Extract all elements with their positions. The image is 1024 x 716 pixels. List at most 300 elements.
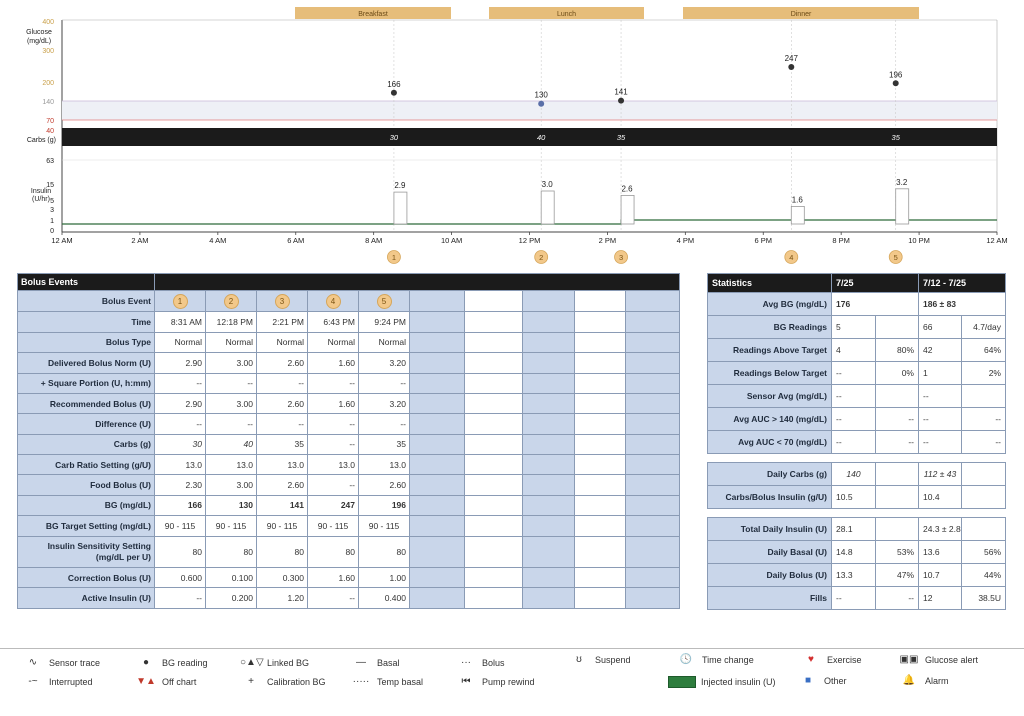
bolus-cell: 80 <box>359 536 410 568</box>
bolus-cell: -- <box>155 373 206 393</box>
stat-value: -- <box>919 431 962 454</box>
bolus-events-table <box>17 273 680 609</box>
stat-value: 14.8 <box>832 541 876 564</box>
empty-cell <box>410 393 465 413</box>
empty-cell <box>575 455 626 475</box>
bolus-cell: 12:18 PM <box>206 312 257 332</box>
empty-cell <box>626 588 680 609</box>
empty-cell <box>465 568 523 588</box>
legend-item <box>240 676 326 687</box>
bolus-cell: 141 <box>257 495 308 515</box>
bolus-cell: -- <box>257 414 308 434</box>
bolus-cell: 2.60 <box>257 475 308 495</box>
linked-bg-icon: ○▲▽ <box>240 657 264 668</box>
bolus-cell: 1.00 <box>359 568 410 588</box>
stat-value: 0% <box>876 362 919 385</box>
stat-value <box>876 463 919 486</box>
x-tick-label: 2 PM <box>598 236 617 245</box>
bolus-row-label: Difference (U) <box>18 414 155 434</box>
stat-label: Readings Above Target <box>708 339 832 362</box>
legend-label: Linked BG <box>267 657 310 668</box>
basal-icon: — <box>356 657 366 668</box>
bolus-cell: 9:24 PM <box>359 312 410 332</box>
bolus-cell: 1.60 <box>308 393 359 413</box>
stat-value <box>876 486 919 509</box>
empty-cell <box>626 414 680 434</box>
bolus-cell: 0.300 <box>257 568 308 588</box>
carb-value: 30 <box>389 133 399 142</box>
legend-item <box>350 676 423 687</box>
bolus-bar <box>541 191 554 224</box>
carb-value: 40 <box>537 133 546 142</box>
empty-cell <box>626 516 680 536</box>
stat-value: 10.5 <box>832 486 876 509</box>
bolus-cell: 13.0 <box>155 455 206 475</box>
stat-value: 4.7/day <box>962 316 1006 339</box>
bolus-cell: 3.20 <box>359 353 410 373</box>
stat-value <box>876 385 919 408</box>
empty-cell <box>575 393 626 413</box>
bolus-cell: 0.600 <box>155 568 206 588</box>
stat-label: Readings Below Target <box>708 362 832 385</box>
bolus-cell: 0.200 <box>206 588 257 609</box>
glucose-tick: 70 <box>46 118 54 125</box>
empty-cell <box>410 495 465 515</box>
bolus-event-marker <box>155 291 206 312</box>
bg-point <box>538 101 544 107</box>
bolus-cell: -- <box>155 588 206 609</box>
bolus-cell: 3.20 <box>359 393 410 413</box>
insulin-axis-label: Insulin <box>30 188 52 195</box>
empty-cell <box>465 536 523 568</box>
legend-label: Calibration BG <box>267 676 326 687</box>
empty-cell <box>575 516 626 536</box>
empty-cell <box>410 588 465 609</box>
bolus-cell: 13.0 <box>308 455 359 475</box>
bolus-cell: Normal <box>359 332 410 352</box>
event-number-icon: 5 <box>377 294 392 309</box>
meal-label: Dinner <box>790 11 812 18</box>
empty-cell <box>410 434 465 454</box>
insulin-tick: 1 <box>50 218 54 225</box>
glucose-tick: 40 <box>46 128 54 135</box>
legend-label: BG reading <box>162 657 208 668</box>
legend-label: Other <box>824 675 847 686</box>
x-tick-label: 10 AM <box>440 236 463 245</box>
x-tick-label: 6 PM <box>754 236 773 245</box>
statistics-title: Statistics <box>708 274 832 293</box>
meal-label: Lunch <box>556 11 577 18</box>
empty-cell <box>465 495 523 515</box>
bg-point <box>788 64 794 70</box>
insulin-tick: 3 <box>50 207 54 214</box>
empty-cell <box>410 516 465 536</box>
bolus-cell: -- <box>206 414 257 434</box>
bolus-cell: -- <box>155 414 206 434</box>
bolus-bar <box>896 189 909 224</box>
bolus-cell: 2:21 PM <box>257 312 308 332</box>
bolus-row-label: Active Insulin (U) <box>18 588 155 609</box>
stat-value: 10.7 <box>919 564 962 587</box>
glucose-axis-label: Glucose <box>26 29 52 36</box>
bg-value-label: 141 <box>614 87 628 97</box>
empty-cell <box>575 568 626 588</box>
bolus-cell: -- <box>308 588 359 609</box>
stat-value: 66 <box>919 316 962 339</box>
suspend-icon: ʊ <box>576 654 582 665</box>
bolus-cell: 90 - 115 <box>257 516 308 536</box>
bg-value-label: 196 <box>889 70 903 80</box>
stat-label: Sensor Avg (mg/dL) <box>708 385 832 408</box>
empty-cell <box>410 414 465 434</box>
stat-value: -- <box>832 385 876 408</box>
carb-value: 35 <box>891 133 900 142</box>
legend-item <box>135 676 196 687</box>
insulin-tick: 5 <box>50 198 54 205</box>
empty-cell <box>465 332 523 352</box>
stat-value: 13.3 <box>832 564 876 587</box>
legend-label: Interrupted <box>49 676 93 687</box>
legend-label: Basal <box>377 657 400 668</box>
bolus-cell: 8:31 AM <box>155 312 206 332</box>
bolus-cell: -- <box>308 434 359 454</box>
x-tick-label: 12 PM <box>518 236 541 245</box>
bolus-value-label: 2.6 <box>621 184 633 194</box>
bolus-event-marker <box>257 291 308 312</box>
stat-label: BG Readings <box>708 316 832 339</box>
bg-value-label: 247 <box>784 53 798 63</box>
stat-value: 10.4 <box>919 486 962 509</box>
bolus-cell: 30 <box>155 434 206 454</box>
x-tick-label: 12 AM <box>986 236 1008 245</box>
clock-icon: 🕓 <box>679 654 693 665</box>
bg-reading-icon: ● <box>142 657 150 668</box>
bg-value-label: 166 <box>387 79 401 89</box>
bolus-cell: 1.60 <box>308 568 359 588</box>
bolus-cell: 2.30 <box>155 475 206 495</box>
stat-value: 56% <box>962 541 1006 564</box>
x-tick-label: 2 AM <box>131 236 149 245</box>
carbs-band <box>62 128 997 146</box>
stat-value: 53% <box>876 541 919 564</box>
stat-value: 42 <box>919 339 962 362</box>
legend-label: Temp basal <box>377 676 424 687</box>
carbs-top-tick: 63 <box>46 158 54 165</box>
legend-item <box>22 676 93 687</box>
empty-cell <box>523 568 575 588</box>
stat-value: 24.3 ± 2.8 <box>919 518 962 541</box>
bolus-cell: Normal <box>308 332 359 352</box>
meal-label: Breakfast <box>358 11 388 18</box>
empty-cell <box>523 516 575 536</box>
legend-label: Injected insulin (U) <box>701 677 776 687</box>
bolus-cell: Normal <box>155 332 206 352</box>
empty-cell <box>410 312 465 332</box>
insulin-axis-unit: (U/hr) <box>32 196 50 203</box>
stat-value: -- <box>876 408 919 431</box>
bolus-cell: -- <box>308 475 359 495</box>
bolus-cell: 35 <box>359 434 410 454</box>
empty-cell <box>626 353 680 373</box>
bolus-cell: 90 - 115 <box>155 516 206 536</box>
stat-value: 140 <box>832 463 876 486</box>
bolus-cell: 130 <box>206 495 257 515</box>
off-chart-icon: ▼▲ <box>136 676 156 687</box>
empty-cell <box>523 312 575 332</box>
label-line: (mg/dL per U) <box>95 551 151 562</box>
bolus-icon: ··· <box>461 657 471 668</box>
bolus-value-label: 3.2 <box>896 177 908 187</box>
bolus-cell: 3.00 <box>206 393 257 413</box>
empty-cell <box>575 588 626 609</box>
stats-col-day: 7/25 <box>832 274 919 293</box>
glucose-tick: 300 <box>42 48 54 55</box>
legend-label: Sensor trace <box>49 657 101 668</box>
empty-cell <box>465 291 523 312</box>
event-number-icon: 2 <box>224 294 239 309</box>
legend-item <box>240 657 309 668</box>
empty-cell <box>626 536 680 568</box>
empty-cell <box>465 455 523 475</box>
empty-cell <box>626 455 680 475</box>
legend-label: Time change <box>702 654 754 665</box>
bolus-bar <box>621 195 634 224</box>
bolus-row-label: Correction Bolus (U) <box>18 568 155 588</box>
bolus-cell: 40 <box>206 434 257 454</box>
bolus-cell: -- <box>359 414 410 434</box>
insulin-tick: 0 <box>50 228 54 235</box>
stat-value: -- <box>876 431 919 454</box>
bolus-cell: 166 <box>155 495 206 515</box>
stat-label: Daily Bolus (U) <box>708 564 832 587</box>
bolus-cell: 80 <box>308 536 359 568</box>
empty-cell <box>626 475 680 495</box>
injected-insulin-icon <box>668 676 696 688</box>
bolus-cell: 90 - 115 <box>308 516 359 536</box>
bolus-cell: 35 <box>257 434 308 454</box>
stat-value <box>962 385 1006 408</box>
bolus-cell: -- <box>308 373 359 393</box>
bg-point <box>391 90 397 96</box>
calibration-icon: + <box>248 676 254 687</box>
event-marker-number: 2 <box>539 253 544 262</box>
bolus-row-label: BG Target Setting (mg/dL) <box>18 516 155 536</box>
daily-chart <box>0 0 1024 268</box>
bolus-row-label: Time <box>18 312 155 332</box>
bolus-cell: 2.60 <box>257 393 308 413</box>
legend-item <box>455 657 505 668</box>
bolus-cell: 1.20 <box>257 588 308 609</box>
bolus-cell: -- <box>206 373 257 393</box>
stat-value: -- <box>832 408 876 431</box>
stat-value <box>876 518 919 541</box>
carbs-axis-label: Carbs (g) <box>26 137 56 144</box>
bolus-value-label: 2.9 <box>394 181 406 191</box>
x-tick-label: 12 AM <box>51 236 73 245</box>
carb-value: 35 <box>616 133 626 142</box>
empty-cell <box>626 495 680 515</box>
empty-cell <box>465 393 523 413</box>
stat-label: Carbs/Bolus Insulin (g/U) <box>708 486 832 509</box>
empty-cell <box>465 414 523 434</box>
bolus-row-label <box>18 536 155 568</box>
bolus-cell: 80 <box>206 536 257 568</box>
bolus-cell: 80 <box>257 536 308 568</box>
stat-value: -- <box>832 587 876 610</box>
stat-value: 112 ± 43 <box>919 463 962 486</box>
stat-value <box>962 463 1006 486</box>
bolus-event-marker <box>206 291 257 312</box>
stat-value: 28.1 <box>832 518 876 541</box>
bolus-cell: Normal <box>206 332 257 352</box>
pump-rewind-icon: ⏮ <box>461 676 471 687</box>
basal-line <box>62 220 997 224</box>
legend-item <box>135 657 208 668</box>
empty-cell <box>523 434 575 454</box>
bg-value-label: 130 <box>534 90 548 100</box>
empty-cell <box>410 568 465 588</box>
empty-cell <box>410 353 465 373</box>
label-line: Insulin Sensitivity Setting <box>47 540 151 551</box>
stat-value: -- <box>919 408 962 431</box>
legend-item <box>675 654 754 665</box>
legend-item <box>350 657 400 668</box>
bolus-cell: 3.00 <box>206 475 257 495</box>
bolus-row-label: Carbs (g) <box>18 434 155 454</box>
legend-label: Glucose alert <box>925 654 979 665</box>
stat-value: 80% <box>876 339 919 362</box>
stat-value: -- <box>962 408 1006 431</box>
empty-cell <box>410 455 465 475</box>
empty-cell <box>626 312 680 332</box>
empty-cell <box>523 455 575 475</box>
glucose-tick: 140 <box>42 99 54 106</box>
empty-cell <box>575 312 626 332</box>
bolus-cell: 2.60 <box>359 475 410 495</box>
empty-cell <box>410 291 465 312</box>
empty-cell <box>626 332 680 352</box>
empty-cell <box>410 536 465 568</box>
stat-value: 2% <box>962 362 1006 385</box>
legend-label: Bolus <box>482 657 505 668</box>
x-tick-label: 4 PM <box>676 236 695 245</box>
empty-cell <box>523 495 575 515</box>
stat-label: Avg BG (mg/dL) <box>708 293 832 316</box>
legend-item <box>797 675 847 686</box>
bolus-row-label: Bolus Type <box>18 332 155 352</box>
exercise-icon: ♥ <box>808 654 814 665</box>
empty-cell <box>626 434 680 454</box>
stat-value: -- <box>876 587 919 610</box>
legend-label: Pump rewind <box>482 676 535 687</box>
empty-cell <box>626 393 680 413</box>
empty-cell <box>575 536 626 568</box>
legend-item <box>455 676 535 687</box>
empty-cell <box>523 353 575 373</box>
stat-value: -- <box>832 431 876 454</box>
sensor-trace-icon: ∿ <box>28 657 38 668</box>
bolus-row-label: Food Bolus (U) <box>18 475 155 495</box>
stat-value: 44% <box>962 564 1006 587</box>
bolus-value-label: 1.6 <box>791 195 803 205</box>
legend-item <box>898 675 949 686</box>
bolus-cell: 247 <box>308 495 359 515</box>
temp-basal-icon: ····· <box>352 676 370 687</box>
empty-cell <box>523 373 575 393</box>
stat-value: 176 <box>832 293 919 316</box>
empty-cell <box>465 434 523 454</box>
stat-label: Fills <box>708 587 832 610</box>
empty-cell <box>575 414 626 434</box>
legend-item <box>800 654 862 665</box>
empty-cell <box>575 475 626 495</box>
stat-value <box>962 486 1006 509</box>
stat-value: 47% <box>876 564 919 587</box>
bolus-event-marker <box>308 291 359 312</box>
event-marker-number: 1 <box>391 253 397 262</box>
bolus-cell: 13.0 <box>257 455 308 475</box>
bolus-bar <box>394 192 407 224</box>
stat-value: -- <box>919 385 962 408</box>
event-marker-number: 3 <box>618 253 624 262</box>
bolus-cell: 13.0 <box>206 455 257 475</box>
empty-cell <box>465 475 523 495</box>
stat-value: -- <box>832 362 876 385</box>
event-number-icon: 1 <box>173 294 188 309</box>
stat-value: 13.6 <box>919 541 962 564</box>
empty-cell <box>465 516 523 536</box>
stat-value: -- <box>962 431 1006 454</box>
bolus-cell: 13.0 <box>359 455 410 475</box>
glucose-tick: 400 <box>42 19 54 26</box>
empty-cell <box>523 475 575 495</box>
legend-label: Off chart <box>162 676 197 687</box>
empty-cell <box>626 373 680 393</box>
empty-cell <box>626 291 680 312</box>
insulin-tick: 15 <box>46 182 54 189</box>
event-marker-number: 4 <box>789 253 794 262</box>
bolus-cell: -- <box>257 373 308 393</box>
bolus-cell: 2.90 <box>155 353 206 373</box>
empty-cell <box>465 588 523 609</box>
stat-value: 5 <box>832 316 876 339</box>
stat-label: Daily Basal (U) <box>708 541 832 564</box>
empty-cell <box>575 373 626 393</box>
event-marker-number: 5 <box>893 253 898 262</box>
stat-value: 4 <box>832 339 876 362</box>
stat-label: Avg AUC > 140 (mg/dL) <box>708 408 832 431</box>
empty-cell <box>465 373 523 393</box>
bolus-cell: 3.00 <box>206 353 257 373</box>
other-icon: ■ <box>804 675 812 686</box>
event-number-icon: 3 <box>275 294 290 309</box>
bolus-event-label: Bolus Event <box>18 291 155 312</box>
statistics-insulin-table <box>707 517 1006 610</box>
legend-label: Exercise <box>827 654 862 665</box>
bolus-row-label: BG (mg/dL) <box>18 495 155 515</box>
stat-value: 64% <box>962 339 1006 362</box>
bolus-events-title: Bolus Events <box>18 274 155 291</box>
bolus-row-label: Delivered Bolus Norm (U) <box>18 353 155 373</box>
stats-col-range: 7/12 - 7/25 <box>919 274 1006 293</box>
bolus-cell: 0.100 <box>206 568 257 588</box>
empty-cell <box>523 588 575 609</box>
legend <box>0 648 1024 689</box>
statistics-carbs-table <box>707 462 1006 509</box>
empty-cell <box>575 353 626 373</box>
bolus-cell: 90 - 115 <box>206 516 257 536</box>
bolus-cell: -- <box>308 414 359 434</box>
